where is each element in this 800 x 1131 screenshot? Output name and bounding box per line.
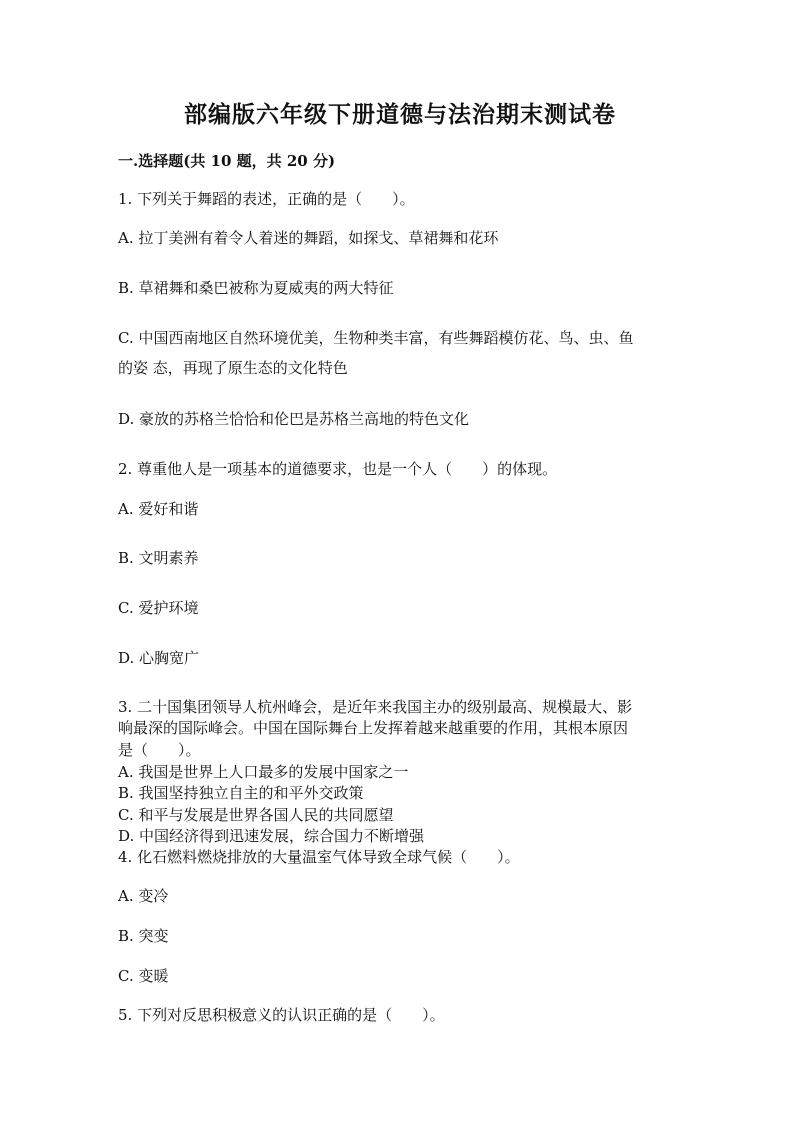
question-1-stem: 1. 下列关于舞蹈的表述，正确的是（ ）。 — [118, 190, 415, 208]
question-2-option-d: D. 心胸宽广 — [118, 649, 200, 667]
question-4-option-b: B. 突变 — [118, 927, 169, 945]
question-3-option-a: A. 我国是世界上人口最多的发展中国家之一 — [118, 763, 409, 781]
question-4-option-a: A. 变冷 — [118, 887, 169, 905]
question-5-stem: 5. 下列对反思积极意义的认识正确的是（ ）。 — [118, 1006, 445, 1024]
question-2-option-b: B. 文明素养 — [118, 549, 199, 567]
question-4-stem: 4. 化石燃料燃烧排放的大量温室气体导致全球气候（ ）。 — [118, 848, 520, 866]
question-3-option-c: C. 和平与发展是世界各国人民的共同愿望 — [118, 806, 394, 824]
question-3-stem-line-1: 3. 二十国集团领导人杭州峰会，是近年来我国主办的级别最高、规模最大、影 — [118, 698, 633, 716]
question-3-stem-line-3: 是（ ）。 — [118, 741, 201, 759]
question-4-option-c: C. 变暖 — [118, 967, 169, 985]
section-heading: 一.选择题(共 10 题，共 20 分) — [118, 152, 336, 170]
page-title: 部编版六年级下册道德与法治期末测试卷 — [184, 101, 616, 128]
question-1-option-c: C. 中国西南地区自然环境优美，生物种类丰富，有些舞蹈模仿花、鸟、虫、鱼 — [118, 329, 634, 347]
question-1-option-b: B. 草裙舞和桑巴被称为夏威夷的两大特征 — [118, 279, 394, 297]
question-2-option-c: C. 爱护环境 — [118, 599, 199, 617]
question-2-stem: 2. 尊重他人是一项基本的道德要求，也是一个人（ ）的体现。 — [118, 460, 558, 478]
question-3-option-b: B. 我国坚持独立自主的和平外交政策 — [118, 784, 364, 802]
question-2-option-a: A. 爱好和谐 — [118, 500, 199, 518]
question-3-option-d: D. 中国经济得到迅速发展，综合国力不断增强 — [118, 827, 425, 845]
question-3-stem-line-2: 响最深的国际峰会。中国在国际舞台上发挥着越来越重要的作用，其根本原因 — [118, 719, 629, 737]
question-1-option-c-continued: 的姿 态，再现了原生态的文化特色 — [118, 359, 348, 377]
question-1-option-a: A. 拉丁美洲有着令人着迷的舞蹈，如探戈、草裙舞和花环 — [118, 229, 499, 247]
question-1-option-d: D. 豪放的苏格兰恰恰和伦巴是苏格兰高地的特色文化 — [118, 410, 470, 428]
